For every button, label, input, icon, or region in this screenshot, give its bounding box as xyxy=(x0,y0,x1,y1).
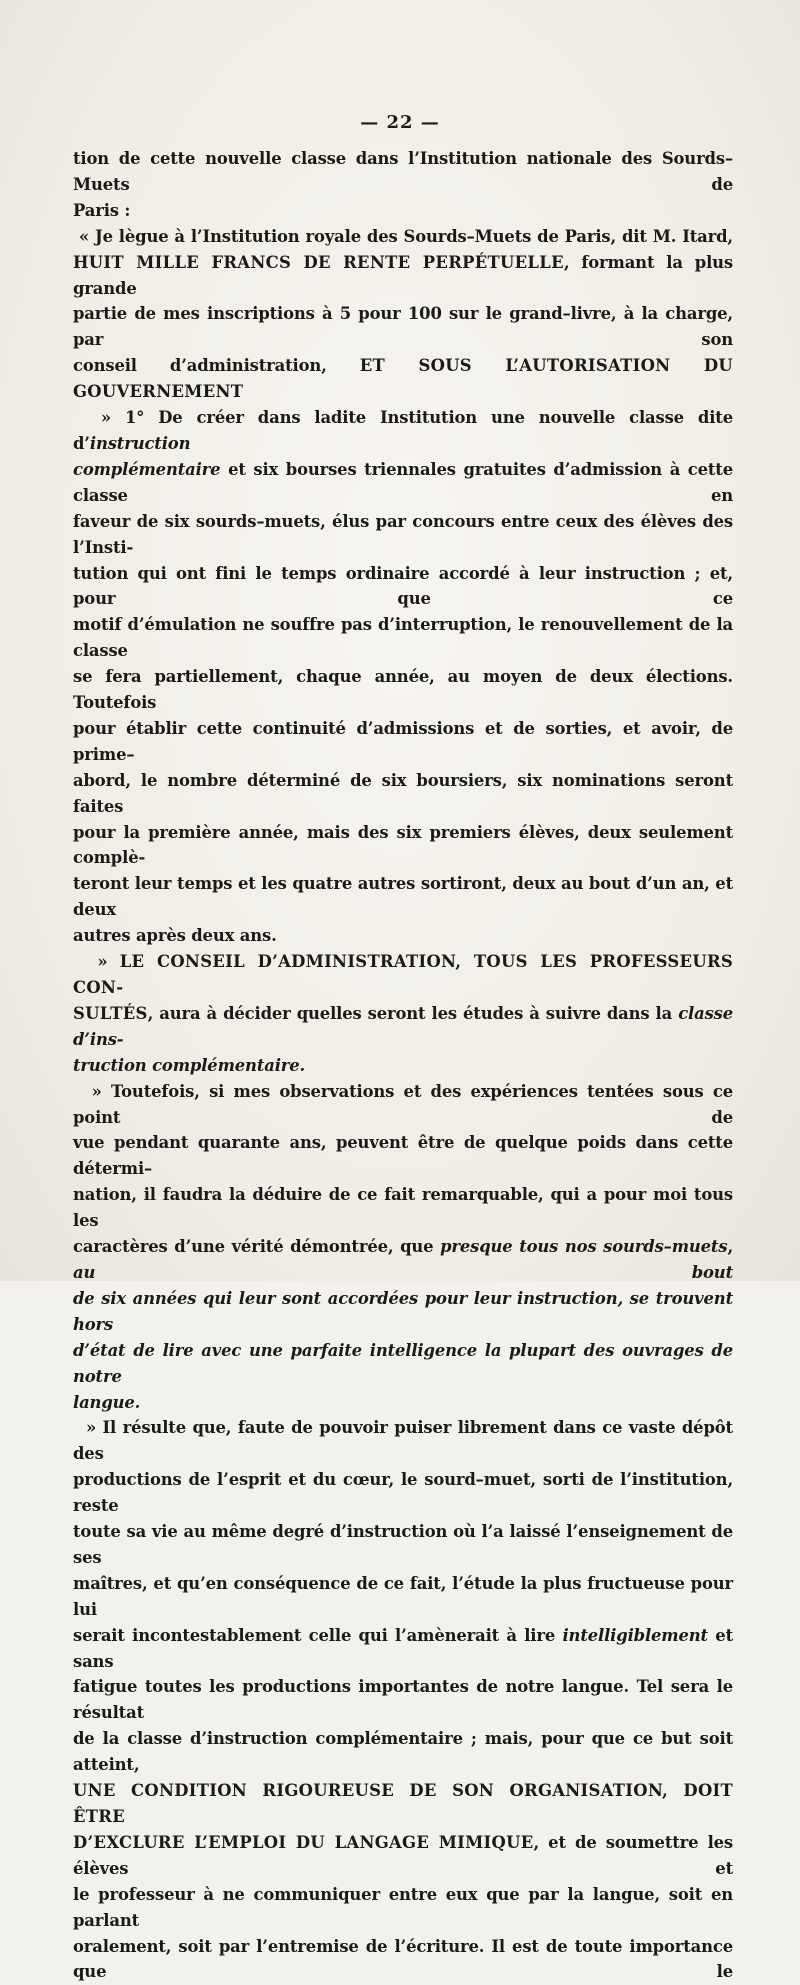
text-span: motif d’émulation ne souffre pas d’interruption, le renouvellement de la classe xyxy=(73,615,733,661)
text-span: oralement, soit par l’entremise de l’écriture. Il est de toute importance que le xyxy=(73,1936,733,1982)
text-line xyxy=(73,250,733,302)
text-span: teront leur temps et les quatre autres sortiront, deux au bout d’un an, et deux xyxy=(73,874,733,920)
italic-span: au bout xyxy=(73,1262,733,1282)
italic-span: truction complémentaire. xyxy=(73,1055,306,1075)
italic-span: d’état de lire avec une parfaite intelligence la plupart des ouvrages de notre xyxy=(73,1340,733,1386)
text-line xyxy=(73,457,733,509)
text-line xyxy=(73,664,733,716)
text-line xyxy=(73,716,733,768)
text-span: pour la première année, mais des six premiers élèves, deux seulement complè- xyxy=(73,822,733,868)
text-line xyxy=(73,1415,733,1467)
text-line xyxy=(73,871,733,923)
text-span: maîtres, et qu’en conséquence de ce fait, l’étude la plus fructueuse pour lui xyxy=(73,1573,733,1619)
text-line xyxy=(73,405,733,457)
text-span: tution qui ont fini le temps ordinaire accordé à leur instruction ; et, pour que ce xyxy=(73,563,733,609)
text-span: tion de cette nouvelle classe dans l’Institution nationale des Sourds–Muets de xyxy=(73,149,733,194)
text-span: vue pendant quarante ans, peuvent être de quelque poids dans cette détermi– xyxy=(73,1133,733,1179)
text-line xyxy=(73,1830,733,1882)
text-span: serait incontestablement celle qui l’amènerait à lire xyxy=(73,1625,563,1645)
text-line xyxy=(73,1519,733,1571)
text-span: abord, le nombre déterminé de six boursiers, six nominations seront faites xyxy=(73,770,733,816)
italic-span: intelligiblement xyxy=(562,1625,708,1645)
text-span: faveur de six sourds–muets, élus par concours entre ceux des élèves des l’Insti- xyxy=(73,511,733,557)
text-line xyxy=(73,353,733,405)
text-span: autres après deux ans. xyxy=(73,926,277,946)
italic-span: de six années qui leur sont accordées pour leur instruction, se trouvent hors xyxy=(73,1288,733,1334)
italic-span: instruction xyxy=(89,433,191,453)
text-line xyxy=(73,301,733,353)
italic-span: langue. xyxy=(73,1392,141,1412)
text-line xyxy=(73,146,733,198)
text-line xyxy=(73,1338,733,1390)
text-line xyxy=(73,509,733,561)
small-caps-span: UNE CONDITION RIGOUREUSE DE SON ORGANISATION, DOIT ÊTRE xyxy=(73,1781,733,1826)
text-line xyxy=(73,198,733,224)
text-line xyxy=(73,1390,733,1416)
text-span: « Je lègue à l’Institution royale des Sourds–Muets de Paris, dit M. Itard, xyxy=(78,226,733,246)
text-span: partie de mes inscriptions à 5 pour 100 sur le grand–livre, à la charge, par son xyxy=(73,304,733,350)
text-line xyxy=(73,1623,733,1675)
text-span: » Il résulte que, faute de pouvoir puiser librement dans ce vaste dépôt des xyxy=(73,1418,733,1464)
small-caps-span: LE CONSEIL D’ADMINISTRATION, TOUS LES PROFESSEURS CON- xyxy=(73,952,734,997)
text-span: et sans xyxy=(73,1625,733,1671)
text-span: , et de soumettre les élèves et xyxy=(73,1832,733,1878)
text-line xyxy=(73,561,733,613)
text-line xyxy=(73,1234,733,1286)
text-line xyxy=(73,1182,733,1234)
small-caps-span: D’EXCLURE L’EMPLOI DU LANGAGE MIMIQUE xyxy=(73,1832,534,1852)
text-line xyxy=(73,1674,733,1726)
text-span: nation, il faudra la déduire de ce fait remarquable, qui a pour moi tous les xyxy=(73,1185,733,1231)
text-line xyxy=(73,1778,733,1830)
text-line xyxy=(73,612,733,664)
text-line xyxy=(73,1934,733,1985)
text-span: se fera partiellement, chaque année, au moyen de deux élections. Toutefois xyxy=(73,667,733,713)
text-line xyxy=(73,1053,733,1079)
text-span: le professeur à ne communiquer entre eux que par la langue, soit en parlant xyxy=(73,1884,733,1930)
text-span: conseil d’administration, xyxy=(73,356,360,376)
text-span: pour établir cette continuité d’admissions et de sorties, et avoir, de prime– xyxy=(73,718,733,764)
italic-span: presque tous nos sourds–muets xyxy=(440,1237,728,1257)
text-line xyxy=(73,949,733,1001)
text-line xyxy=(73,1079,733,1131)
text-line xyxy=(73,1571,733,1623)
text-span: caractères d’une vérité démontrée, que xyxy=(73,1237,441,1257)
page-number: — 22 — xyxy=(360,112,440,133)
text-span: de la classe d’instruction complémentaire ; mais, pour que ce but soit atteint, xyxy=(73,1729,733,1775)
text-line xyxy=(73,1001,733,1053)
text-span: » Toutefois, si mes observations et des expériences tentées sous ce point de xyxy=(73,1081,733,1127)
text-line xyxy=(73,1726,733,1778)
text-span: , aura à décider quelles seront les études à suivre dans la xyxy=(147,1003,679,1023)
text-span: et six bourses triennales gratuites d’admission à cette classe en xyxy=(73,459,733,505)
text-line xyxy=(73,1467,733,1519)
text-line xyxy=(73,768,733,820)
italic-span: complémentaire xyxy=(73,459,221,479)
text-line xyxy=(73,1130,733,1182)
text-span: Paris : xyxy=(73,200,131,220)
body-text xyxy=(73,146,733,1985)
text-line xyxy=(73,224,733,250)
text-line xyxy=(73,1882,733,1934)
small-caps-span: HUIT MILLE FRANCS DE RENTE PERPÉTUELLE xyxy=(73,252,564,272)
text-span: » xyxy=(97,952,120,972)
text-span: fatigue toutes les productions importantes de notre langue. Tel sera le résultat xyxy=(73,1677,733,1723)
text-line xyxy=(73,1286,733,1338)
text-line xyxy=(73,923,733,949)
text-span: , xyxy=(727,1237,733,1257)
text-line xyxy=(73,820,733,872)
text-span: , formant la plus grande xyxy=(73,252,733,298)
text-span: productions de l’esprit et du cœur, le sourd–muet, sorti de l’institution, reste xyxy=(73,1470,733,1516)
small-caps-span: SULTÉS xyxy=(73,1003,148,1023)
italic-span: classe d’ins- xyxy=(73,1003,733,1049)
text-span: » 1° De créer dans ladite Institution une nouvelle classe dite d’ xyxy=(73,408,733,453)
text-span: toute sa vie au même degré d’instruction où l’a laissé l’enseignement de ses xyxy=(73,1522,733,1567)
small-caps-span: ET SOUS L’AUTORISATION DU GOUVERNEMENT xyxy=(73,356,733,402)
